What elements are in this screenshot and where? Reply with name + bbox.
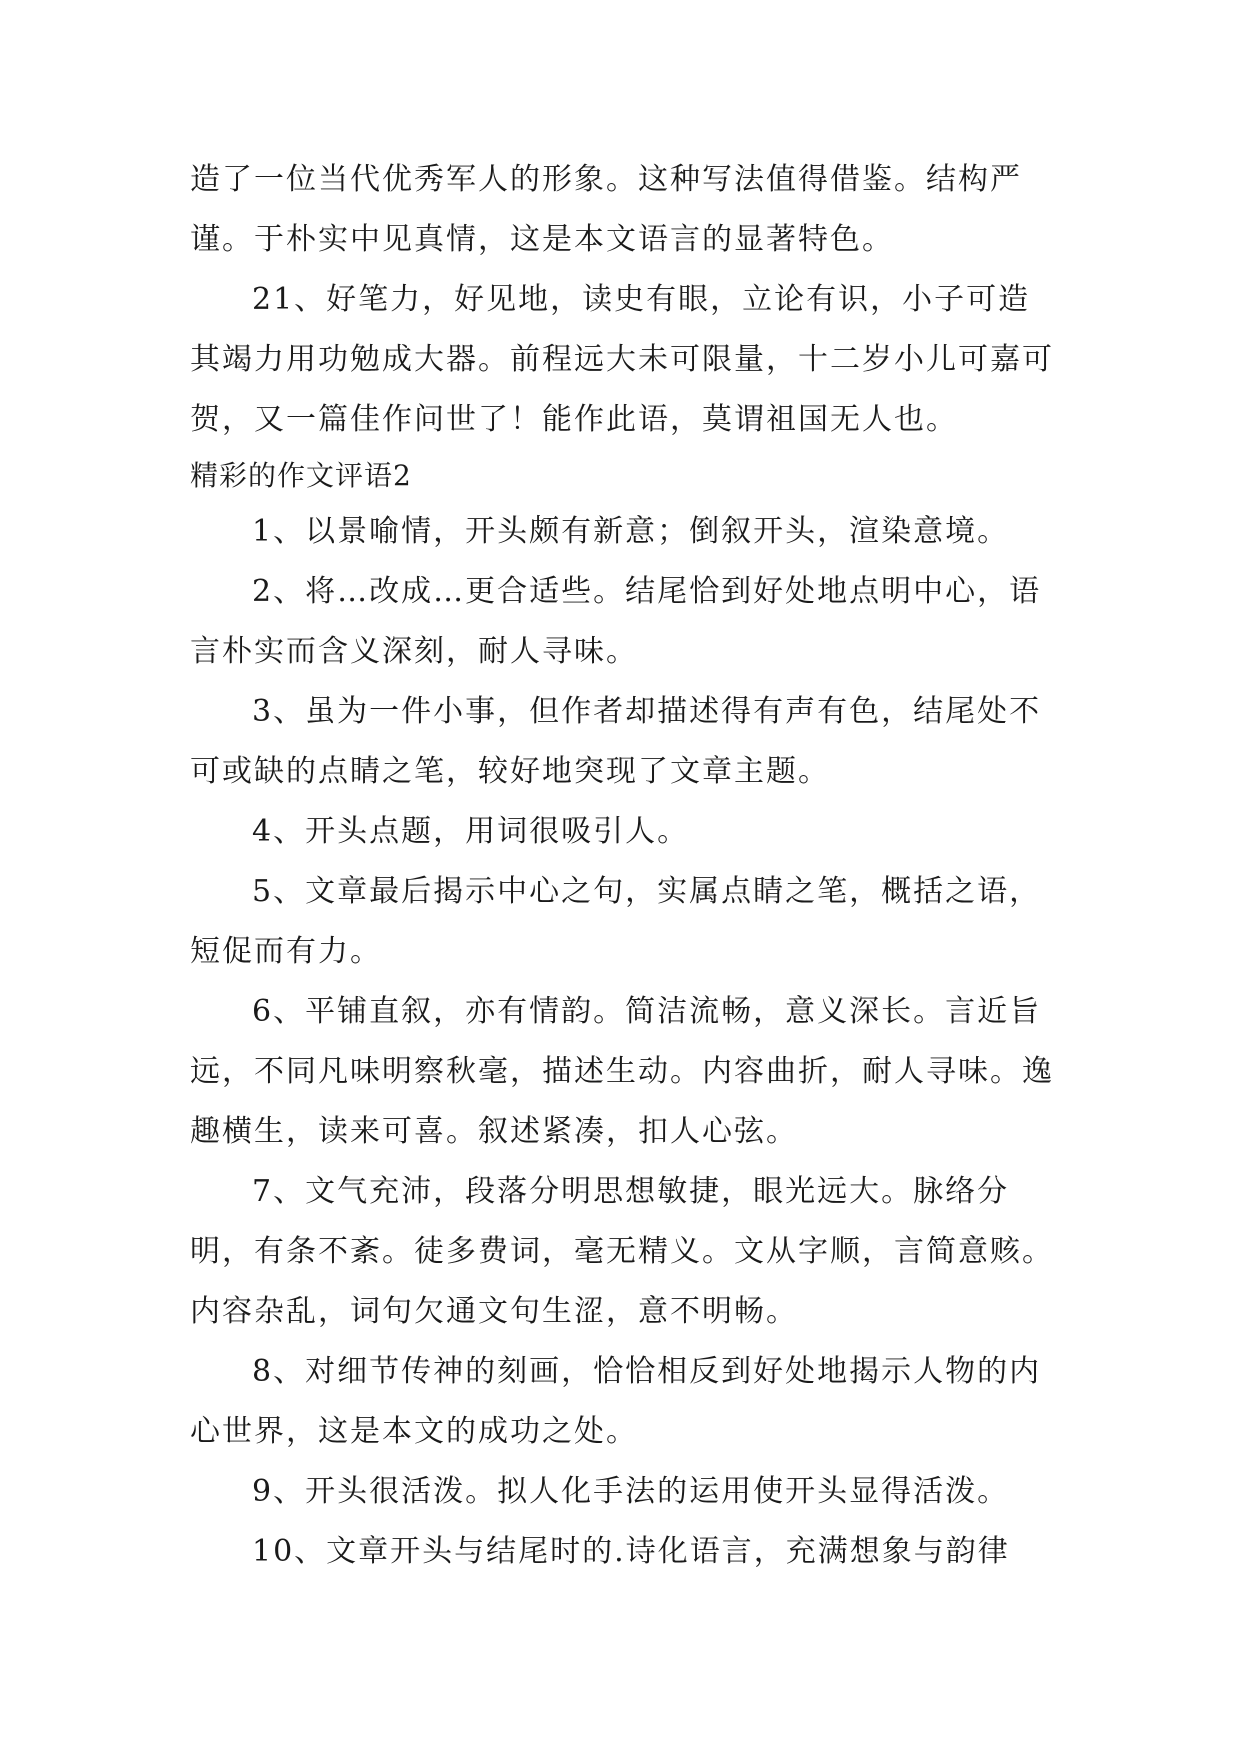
comment-item-3: 3、虽为一件小事，但作者却描述得有声有色，结尾处不可或缺的点睛之笔，较好地突现了文章主题。 bbox=[190, 694, 1042, 789]
comment-item-9: 9、开头很活泼。拟人化手法的运用使开头显得活泼。 bbox=[252, 1474, 1010, 1509]
comment-item-8: 8、对细节传神的刻画，恰恰相反到好处地揭示人物的内心世界，这是本文的成功之处。 bbox=[190, 1354, 1042, 1449]
comment-item-7: 7、文气充沛，段落分明思想敏捷，眼光远大。脉络分明，有条不紊。徒多费词，毫无精义。文从字顺，言简意赅。内容杂乱，词句欠通文句生涩，意不明畅。 bbox=[190, 1174, 1054, 1329]
paragraph-continuation: 造了一位当代优秀军人的形象。这种写法值得借鉴。结构严谨。于朴实中见真情，这是本文语言的显著特色。 bbox=[190, 162, 1022, 257]
comment-item-10: 10、文章开头与结尾时的.诗化语言，充满想象与韵律 bbox=[252, 1534, 1010, 1569]
comment-item-2: 2、将…改成…更合适些。结尾恰到好处地点明中心，语言朴实而含义深刻，耐人寻味。 bbox=[190, 574, 1042, 669]
comment-item-4: 4、开头点题，用词很吸引人。 bbox=[252, 814, 690, 849]
document-body bbox=[190, 150, 1055, 1582]
comment-item-6: 6、平铺直叙，亦有情韵。简洁流畅，意义深长。言近旨远，不同凡味明察秋毫，描述生动。内容曲折，耐人寻味。逸趣横生，读来可喜。叙述紧凑，扣人心弦。 bbox=[190, 994, 1054, 1149]
comment-item-1: 1、以景喻情，开头颇有新意；倒叙开头，渲染意境。 bbox=[252, 514, 1010, 549]
section-heading: 精彩的作文评语2 bbox=[190, 459, 412, 492]
comment-item-5: 5、文章最后揭示中心之句，实属点睛之笔，概括之语，短促而有力。 bbox=[190, 874, 1042, 969]
paragraph-comment-21: 21、好笔力，好见地，读史有眼，立论有识，小子可造其竭力用功勉成大器。前程远大未可限量，十二岁小儿可嘉可贺，又一篇佳作问世了！能作此语，莫谓祖国无人也。 bbox=[190, 282, 1054, 437]
